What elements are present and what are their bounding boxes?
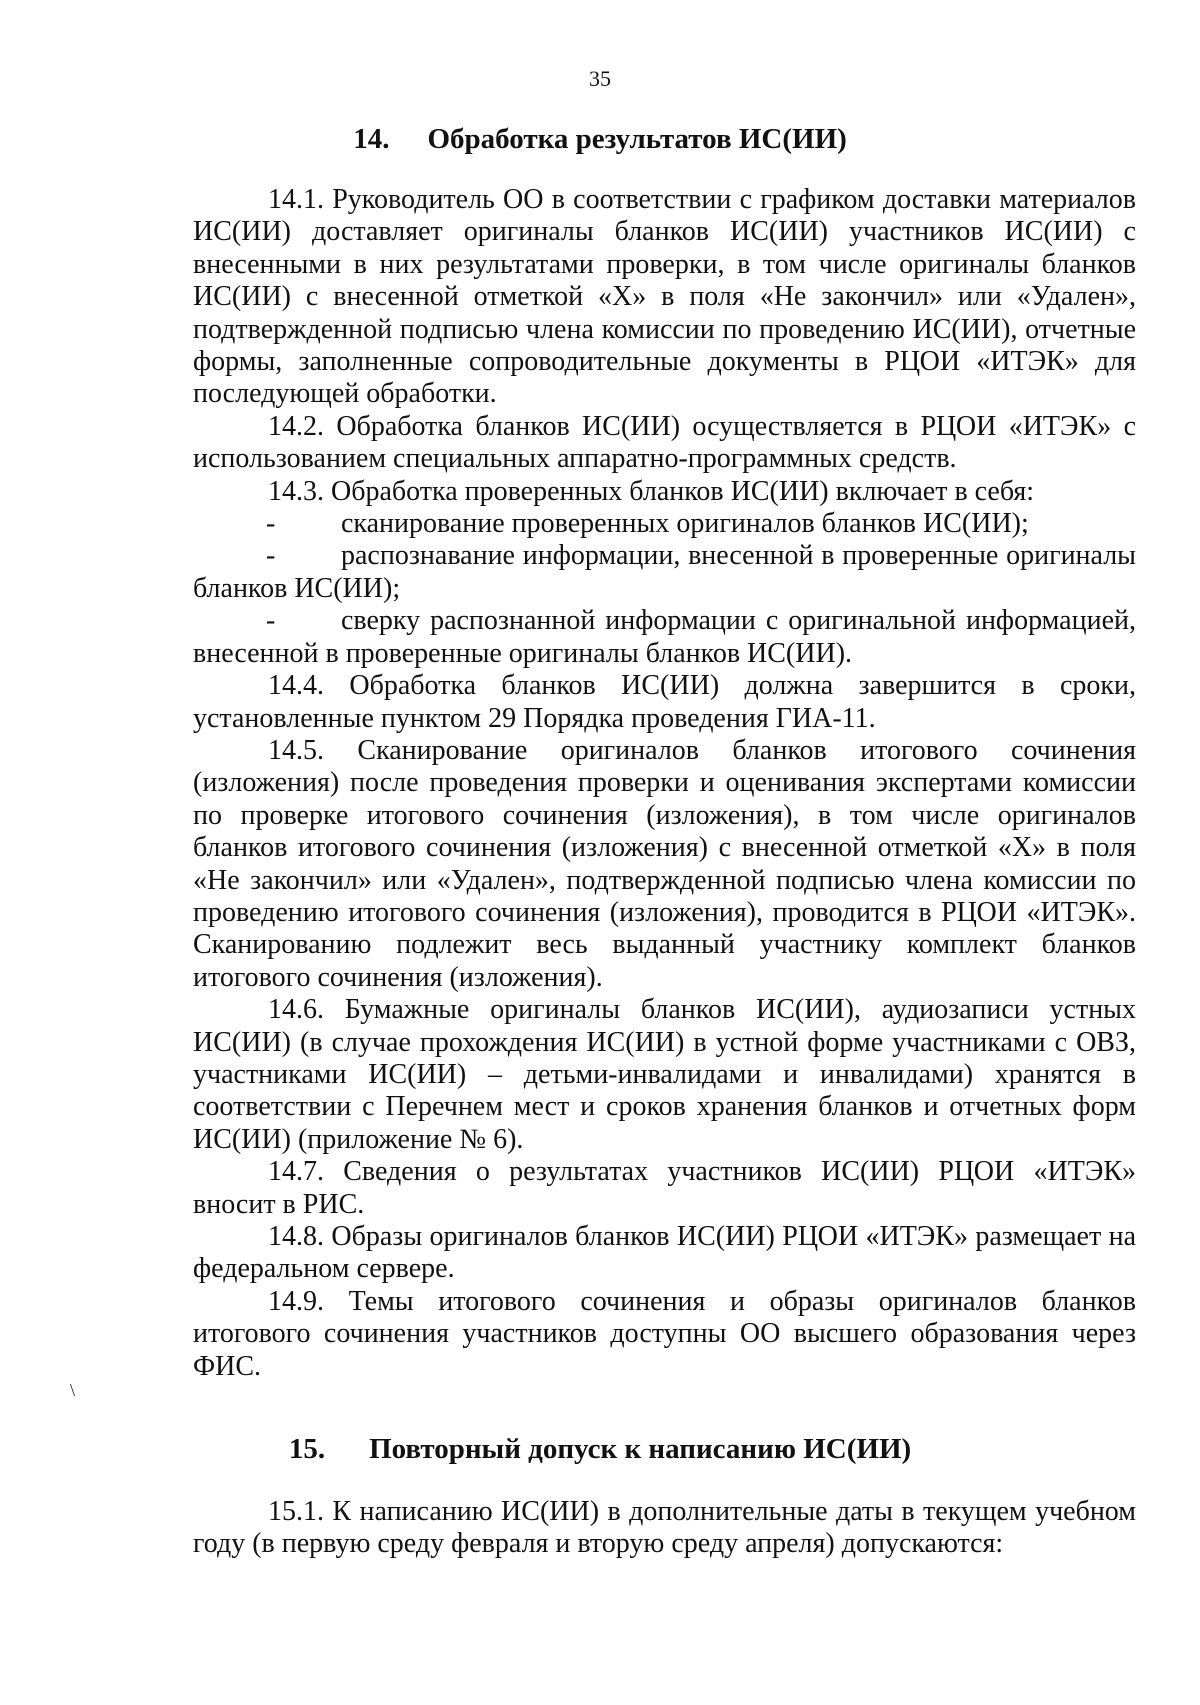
section-14-number: 14. bbox=[353, 123, 390, 155]
list-item-text: сканирование проверенных оригиналов бланков ИС(ИИ); bbox=[341, 508, 1029, 540]
paragraph-14-8: 14.8. Образы оригиналов бланков ИС(ИИ) РЦОИ «ИТЭК» размещает на федеральном сервере. bbox=[193, 1221, 1136, 1285]
list-item-verification bbox=[193, 605, 1136, 670]
paragraph-14-9: 14.9. Темы итогового сочинения и образы оригиналов бланков итогового сочинения участников доступны ОО высшего образования через ФИС. bbox=[193, 1285, 1136, 1382]
page-number: 35 bbox=[589, 66, 611, 91]
section-14-heading bbox=[0, 122, 1200, 156]
paragraph-14-4: 14.4. Обработка бланков ИС(ИИ) должна завершится в сроки, установленные пунктом 29 Порядка проведения ГИА-11. bbox=[193, 670, 1136, 734]
paragraph-15-1: 15.1. К написанию ИС(ИИ) в дополнительные даты в текущем учебном году (в первую среду февраля и вторую среду апреля) допускаются: bbox=[193, 1496, 1136, 1560]
scan-mark: \ bbox=[70, 1380, 76, 1400]
paragraph-14-7: 14.7. Сведения о результатах участников ИС(ИИ) РЦОИ «ИТЭК» вносит в РИС. bbox=[193, 1156, 1136, 1220]
paragraph-14-5: 14.5. Сканирование оригиналов бланков итогового сочинения (изложения) после проведения проверки и оценивания экспертами комиссии по проверке итогового сочинения (изложения), в том числе оригиналов бланков итогового сочинения (изложения) с внесенной отметкой «X» в поля «Не закончил» или «Удален», подтвержденной подписью члена комиссии по проведению итогового сочинения (изложения), проводится в РЦОИ «ИТЭК». Сканированию подлежит весь выданный участнику комплект бланков итогового сочинения (изложения). bbox=[193, 734, 1136, 993]
list-marker: - bbox=[266, 605, 276, 637]
paragraph-14-2: 14.2. Обработка бланков ИС(ИИ) осуществляется в РЦОИ «ИТЭК» с использованием специальных аппаратно-программных средств. bbox=[193, 410, 1136, 475]
section-14-title: Обработка результатов ИС(ИИ) bbox=[427, 123, 847, 155]
list-item-text: распознавание информации, внесенной в проверенные оригиналы бланков ИС(ИИ); bbox=[193, 540, 1136, 604]
list-item-recognition bbox=[193, 540, 1136, 605]
paragraph-14-3: 14.3. Обработка проверенных бланков ИС(ИИ) включает в себя: bbox=[268, 475, 1035, 507]
section-15-number: 15. bbox=[288, 1433, 326, 1465]
paragraph-14-6: 14.6. Бумажные оригиналы бланков ИС(ИИ), аудиозаписи устных ИС(ИИ) (в случае прохождения ИС(ИИ) в устной форме участниками с ОВЗ, участниками ИС(ИИ) – детьми-инвалидами и инвалидами) хранятся в соответствии с Перечнем мест и сроков хранения бланков и отчетных форм ИС(ИИ) (приложение № 6). bbox=[193, 994, 1136, 1155]
paragraph-14-1: 14.1. Руководитель ОО в соответствии с графиком доставки материалов ИС(ИИ) доставляет оригиналы бланков ИС(ИИ) участников ИС(ИИ) с внесенными в них результатами проверки, в том числе оригиналы бланков ИС(ИИ) с внесенной отметкой «X» в поля «Не закончил» или «Удален», подтвержденной подписью члена комиссии по проведению ИС(ИИ), отчетные формы, заполненные сопроводительные документы в РЦОИ «ИТЭК» для последующей обработки. bbox=[193, 184, 1136, 410]
list-item-text: сверку распознанной информации с оригинальной информацией, внесенной в проверенные оригиналы бланков ИС(ИИ). bbox=[193, 605, 1136, 669]
list-marker: - bbox=[266, 540, 276, 572]
list-marker: - bbox=[266, 508, 276, 540]
section-15-title: Повторный допуск к написанию ИС(ИИ) bbox=[369, 1433, 912, 1465]
section-15-heading bbox=[0, 1432, 1200, 1466]
section-15-body bbox=[193, 1496, 1136, 1561]
list-item-scanning bbox=[193, 508, 1136, 540]
section-14-body bbox=[193, 184, 1136, 1383]
